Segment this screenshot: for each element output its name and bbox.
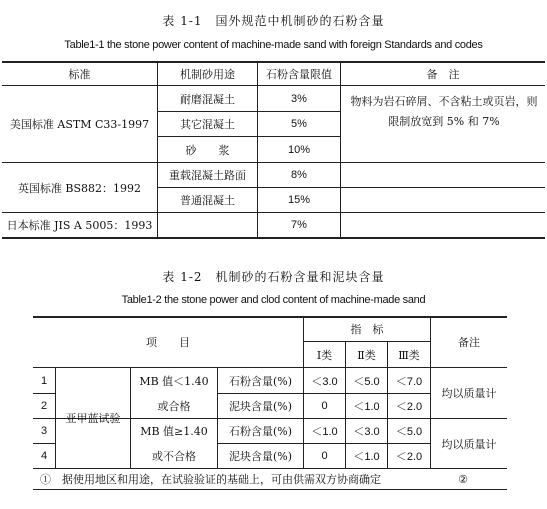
table2-condition: 或合格 [157, 400, 191, 413]
table2-header-class-2: Ⅱ类 [357, 348, 376, 362]
table2-remark: 均以质量计 [441, 437, 497, 451]
table1-standard-jis: 日本标准 JIS A 5005：1993 [6, 219, 153, 232]
table2-value: ＜5.0 [395, 426, 423, 438]
table2-value: ＜1.0 [353, 451, 380, 463]
table2-value: ＜3.0 [311, 375, 338, 388]
table2-value: 0 [321, 450, 328, 462]
table1-header-note: 备 注 [426, 67, 460, 81]
table2-row-number: 2 [40, 400, 48, 412]
table2-footnote: ① 据使用地区和用途，在试验验证的基础上，可由供需双方协商确定 [40, 473, 381, 486]
table2-header-index: 指 标 [350, 323, 384, 336]
table1-standard-astm: 美国标准 ASTM C33-1997 [9, 118, 150, 131]
table1-usage: 其它混凝土 [180, 118, 235, 131]
table2-header-class-1: Ⅰ类 [316, 348, 333, 362]
table2-caption-zh: 表 1-2 机制砂的石粉含量和泥块含量 [162, 270, 385, 284]
table1-limit: 8% [291, 169, 307, 181]
table2-header-class-3: Ⅲ类 [398, 348, 420, 362]
table2-test-name: 亚甲蓝试验 [65, 412, 121, 425]
table2-value: ＜2.0 [395, 401, 423, 413]
table2-value: ＜5.0 [353, 375, 380, 388]
table2-measure: 石粉含量(%) [228, 374, 293, 388]
table1-limit: 7% [291, 219, 307, 231]
table2-measure: 泥块含量(%) [228, 400, 293, 413]
table1-standard-bs: 英国标准 BS882：1992 [17, 181, 142, 195]
table1-header-standard: 标准 [68, 67, 91, 81]
table2-remark: 均以质量计 [441, 387, 497, 400]
table2-value: ＜1.0 [353, 401, 380, 413]
table1-usage: 普通混凝土 [180, 194, 235, 207]
table1-header-limit: 石粉含量限值 [266, 67, 332, 81]
table1-usage: 耐磨混凝土 [180, 92, 235, 106]
table2-value: ＜1.0 [311, 426, 338, 438]
table2-measure: 石粉含量(%) [228, 425, 293, 438]
table2-row-number: 1 [40, 374, 48, 387]
table1-usage [158, 213, 257, 237]
table2-header-remark: 备注 [458, 336, 480, 349]
table1-limit: 15% [287, 194, 311, 206]
table1-note: 物料为岩石碎屑、不含粘土或页岩，则限制放宽到 5% 和 7% [350, 95, 538, 128]
table1-limit: 10% [287, 143, 311, 156]
table1-caption-en: Table1-1 the stone power content of machine-made sand with foreign Standards and codes [64, 39, 483, 51]
table1-usage: 砂 浆 [185, 143, 230, 157]
table2-caption-en: Table1-2 the stone power and clod content of machine-made sand [121, 294, 426, 306]
table2-row-number: 4 [40, 450, 48, 462]
table1-limit: 5% [291, 118, 307, 130]
table2-condition: MB 值≥1.40 [140, 425, 208, 438]
table2-row-number: 3 [40, 425, 48, 437]
table2-footnote-mark: ② [458, 472, 468, 486]
table2-value: 0 [321, 400, 328, 412]
table1-caption-zh: 表 1-1 国外规范中机制砂的石粉含量 [162, 14, 385, 28]
table2-header-item: 项 目 [146, 336, 190, 349]
table2-measure: 泥块含量(%) [228, 450, 293, 463]
table1-usage: 重载混凝土路面 [169, 169, 246, 182]
table2-value: ＜7.0 [395, 375, 423, 388]
table2-value: ＜3.0 [353, 426, 380, 438]
table2-condition: 或不合格 [152, 450, 196, 463]
table1-header-usage: 机制砂用途 [180, 67, 235, 81]
table1-limit: 3% [291, 92, 307, 105]
table2-value: ＜2.0 [395, 451, 423, 463]
table2-condition: MB 值＜1.40 [139, 374, 209, 388]
